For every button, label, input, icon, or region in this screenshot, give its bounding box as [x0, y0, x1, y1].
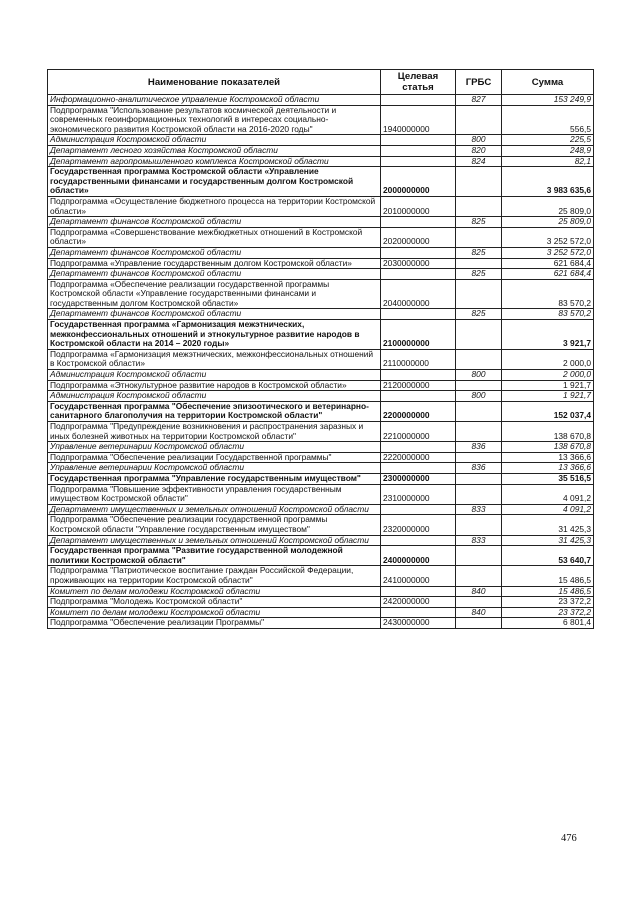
row-target — [381, 391, 456, 402]
row-name: Государственная программа "Развитие государственной молодежной политики Костромской области" — [48, 546, 381, 566]
row-sum: 4 091,2 — [502, 504, 594, 515]
row-grbs — [456, 618, 502, 629]
row-name: Департамент лесного хозяйства Костромской области — [48, 145, 381, 156]
table-row — [48, 504, 594, 515]
row-grbs — [456, 401, 502, 421]
row-grbs — [456, 105, 502, 135]
row-target — [381, 586, 456, 597]
row-sum: 31 425,3 — [502, 535, 594, 546]
row-sum: 3 252 572,0 — [502, 247, 594, 258]
row-target: 1940000000 — [381, 105, 456, 135]
row-name: Департамент финансов Костромской области — [48, 309, 381, 320]
row-sum: 138 670,8 — [502, 442, 594, 453]
row-name: Департамент имущественных и земельных отношений Костромской области — [48, 504, 381, 515]
row-name: Государственная программа "Управление государственным имуществом" — [48, 473, 381, 484]
header-target: Целевая статья — [381, 70, 456, 95]
row-grbs — [456, 279, 502, 309]
row-target — [381, 309, 456, 320]
row-sum: 3 252 572,0 — [502, 227, 594, 247]
row-name: Департамент имущественных и земельных отношений Костромской области — [48, 535, 381, 546]
row-grbs — [456, 515, 502, 535]
row-name: Подпрограмма "Обеспечение реализации Государственной программы" — [48, 452, 381, 463]
row-name: Управление ветеринарии Костромской области — [48, 463, 381, 474]
row-target — [381, 95, 456, 106]
row-grbs: 800 — [456, 135, 502, 146]
row-name: Подпрограмма "Молодежь Костромской области" — [48, 597, 381, 608]
row-target: 2310000000 — [381, 484, 456, 504]
row-name: Департамент финансов Костромской области — [48, 247, 381, 258]
row-name: Государственная программа "Обеспечение эпизоотического и ветеринарно-санитарного благополучия на территории Костромской области" — [48, 401, 381, 421]
row-target: 2210000000 — [381, 422, 456, 442]
table-row — [48, 227, 594, 247]
row-grbs: 836 — [456, 463, 502, 474]
row-sum: 153 249,9 — [502, 95, 594, 106]
row-sum: 556,5 — [502, 105, 594, 135]
row-name: Подпрограмма «Этнокультурное развитие народов в Костромской области» — [48, 380, 381, 391]
table-row — [48, 320, 594, 350]
row-target — [381, 442, 456, 453]
row-target: 2000000000 — [381, 167, 456, 197]
row-grbs: 827 — [456, 95, 502, 106]
row-target: 2030000000 — [381, 258, 456, 269]
row-target — [381, 135, 456, 146]
row-name: Комитет по делам молодежи Костромской области — [48, 607, 381, 618]
row-target — [381, 156, 456, 167]
row-target — [381, 504, 456, 515]
row-target: 2100000000 — [381, 320, 456, 350]
table-row — [48, 279, 594, 309]
table-row — [48, 95, 594, 106]
row-target: 2300000000 — [381, 473, 456, 484]
table-row — [48, 463, 594, 474]
header-grbs: ГРБС — [456, 70, 502, 95]
row-sum: 3 983 635,6 — [502, 167, 594, 197]
row-grbs: 825 — [456, 217, 502, 228]
row-sum: 15 486,5 — [502, 566, 594, 586]
row-target: 2430000000 — [381, 618, 456, 629]
row-grbs: 825 — [456, 269, 502, 280]
table-row — [48, 586, 594, 597]
row-name: Подпрограмма «Обеспечение реализации государственной программы Костромской области «Управление государственными финансами и государственным долгом Костромской области» — [48, 279, 381, 309]
table-row — [48, 535, 594, 546]
row-target: 2120000000 — [381, 380, 456, 391]
table-row — [48, 145, 594, 156]
table-row — [48, 217, 594, 228]
row-target: 2220000000 — [381, 452, 456, 463]
row-grbs — [456, 597, 502, 608]
row-sum: 4 091,2 — [502, 484, 594, 504]
row-name: Подпрограмма "Предупреждение возникновения и распространения заразных и иных болезней животных на территории Костромской области" — [48, 422, 381, 442]
row-grbs — [456, 473, 502, 484]
row-sum: 1 921,7 — [502, 391, 594, 402]
row-name: Департамент агропромышленного комплекса Костромской области — [48, 156, 381, 167]
row-sum: 23 372,2 — [502, 597, 594, 608]
row-sum: 15 486,5 — [502, 586, 594, 597]
row-grbs: 833 — [456, 504, 502, 515]
table-row — [48, 442, 594, 453]
table-row — [48, 484, 594, 504]
row-name: Подпрограмма «Осуществление бюджетного процесса на территории Костромской области» — [48, 196, 381, 216]
row-sum: 2 000,0 — [502, 370, 594, 381]
row-name: Администрация Костромской области — [48, 391, 381, 402]
row-sum: 83 570,2 — [502, 279, 594, 309]
row-name: Управление ветеринарии Костромской области — [48, 442, 381, 453]
row-target: 2320000000 — [381, 515, 456, 535]
row-sum: 3 921,7 — [502, 320, 594, 350]
row-name: Администрация Костромской области — [48, 370, 381, 381]
row-sum: 53 640,7 — [502, 546, 594, 566]
row-target — [381, 535, 456, 546]
row-name: Государственная программа Костромской области «Управление государственными финансами и государственным долгом Костромской области» — [48, 167, 381, 197]
row-name: Департамент финансов Костромской области — [48, 269, 381, 280]
table-row — [48, 452, 594, 463]
row-target — [381, 370, 456, 381]
table-row — [48, 546, 594, 566]
table-row — [48, 309, 594, 320]
row-grbs: 840 — [456, 607, 502, 618]
row-name: Подпрограмма "Обеспечение реализации Программы" — [48, 618, 381, 629]
row-name: Подпрограмма «Управление государственным долгом Костромской области» — [48, 258, 381, 269]
table-row — [48, 258, 594, 269]
row-grbs — [456, 546, 502, 566]
row-sum: 248,9 — [502, 145, 594, 156]
table-row — [48, 135, 594, 146]
row-grbs: 833 — [456, 535, 502, 546]
row-name: Подпрограмма "Использование результатов космической деятельности и современных геоинформационных технологий в интересах социально-экономического развития Костромской области на 2016-2020 годы" — [48, 105, 381, 135]
table-row — [48, 349, 594, 369]
row-name: Информационно-аналитическое управление Костромской области — [48, 95, 381, 106]
row-grbs — [456, 320, 502, 350]
row-sum: 1 921,7 — [502, 380, 594, 391]
table-row — [48, 196, 594, 216]
row-name: Подпрограмма "Патриотическое воспитание граждан Российской Федерации, проживающих на территории Костромской области" — [48, 566, 381, 586]
row-sum: 31 425,3 — [502, 515, 594, 535]
row-target — [381, 607, 456, 618]
row-sum: 82,1 — [502, 156, 594, 167]
table-row — [48, 156, 594, 167]
row-target: 2400000000 — [381, 546, 456, 566]
row-grbs: 824 — [456, 156, 502, 167]
row-sum: 13 366,6 — [502, 463, 594, 474]
header-name: Наименование показателей — [48, 70, 381, 95]
row-grbs — [456, 452, 502, 463]
row-grbs — [456, 349, 502, 369]
row-target: 2410000000 — [381, 566, 456, 586]
row-grbs — [456, 422, 502, 442]
row-grbs: 836 — [456, 442, 502, 453]
row-sum: 152 037,4 — [502, 401, 594, 421]
header-sum: Сумма — [502, 70, 594, 95]
row-sum: 621 684,4 — [502, 258, 594, 269]
table-header-row — [48, 70, 594, 95]
row-target: 2200000000 — [381, 401, 456, 421]
table-row — [48, 515, 594, 535]
row-target: 2040000000 — [381, 279, 456, 309]
row-grbs: 820 — [456, 145, 502, 156]
row-sum: 23 372,2 — [502, 607, 594, 618]
row-sum: 25 809,0 — [502, 196, 594, 216]
row-name: Подпрограмма «Гармонизация межэтнических, межконфессиональных отношений в Костромской области» — [48, 349, 381, 369]
row-sum: 225,5 — [502, 135, 594, 146]
row-grbs — [456, 566, 502, 586]
row-sum: 2 000,0 — [502, 349, 594, 369]
row-grbs — [456, 380, 502, 391]
table-row — [48, 618, 594, 629]
row-sum: 621 684,4 — [502, 269, 594, 280]
row-sum: 25 809,0 — [502, 217, 594, 228]
row-target — [381, 463, 456, 474]
row-name: Государственная программа «Гармонизация межэтнических, межконфессиональных отношений и этнокультурное развитие народов в Костромской области на 2014 – 2020 годы» — [48, 320, 381, 350]
row-grbs — [456, 484, 502, 504]
table-row — [48, 422, 594, 442]
row-grbs: 800 — [456, 370, 502, 381]
row-name: Подпрограмма "Повышение эффективности управления государственным имуществом Костромской области" — [48, 484, 381, 504]
row-name: Подпрограмма «Совершенствование межбюджетных отношений в Костромской области» — [48, 227, 381, 247]
table-row — [48, 380, 594, 391]
table-row — [48, 401, 594, 421]
row-target: 2020000000 — [381, 227, 456, 247]
table-row — [48, 473, 594, 484]
table-row — [48, 597, 594, 608]
row-target — [381, 145, 456, 156]
table-row — [48, 391, 594, 402]
row-grbs — [456, 196, 502, 216]
budget-table — [47, 69, 594, 629]
table-row — [48, 105, 594, 135]
row-grbs — [456, 227, 502, 247]
row-grbs — [456, 167, 502, 197]
page-number: 476 — [561, 833, 577, 844]
row-sum: 13 366,6 — [502, 452, 594, 463]
row-grbs — [456, 258, 502, 269]
row-target: 2010000000 — [381, 196, 456, 216]
row-name: Департамент финансов Костромской области — [48, 217, 381, 228]
table-row — [48, 607, 594, 618]
row-grbs: 825 — [456, 247, 502, 258]
row-sum: 83 570,2 — [502, 309, 594, 320]
table-row — [48, 269, 594, 280]
table-row — [48, 247, 594, 258]
row-target: 2420000000 — [381, 597, 456, 608]
row-grbs: 800 — [456, 391, 502, 402]
table-row — [48, 566, 594, 586]
row-target — [381, 247, 456, 258]
row-target — [381, 269, 456, 280]
row-name: Комитет по делам молодежи Костромской области — [48, 586, 381, 597]
row-target — [381, 217, 456, 228]
row-sum: 6 801,4 — [502, 618, 594, 629]
row-grbs: 825 — [456, 309, 502, 320]
table-row — [48, 167, 594, 197]
table-row — [48, 370, 594, 381]
row-sum: 35 516,5 — [502, 473, 594, 484]
row-target: 2110000000 — [381, 349, 456, 369]
row-grbs: 840 — [456, 586, 502, 597]
row-name: Подпрограмма "Обеспечение реализации государственной программы Костромской области "Управление государственным имуществом" — [48, 515, 381, 535]
row-name: Администрация Костромской области — [48, 135, 381, 146]
row-sum: 138 670,8 — [502, 422, 594, 442]
